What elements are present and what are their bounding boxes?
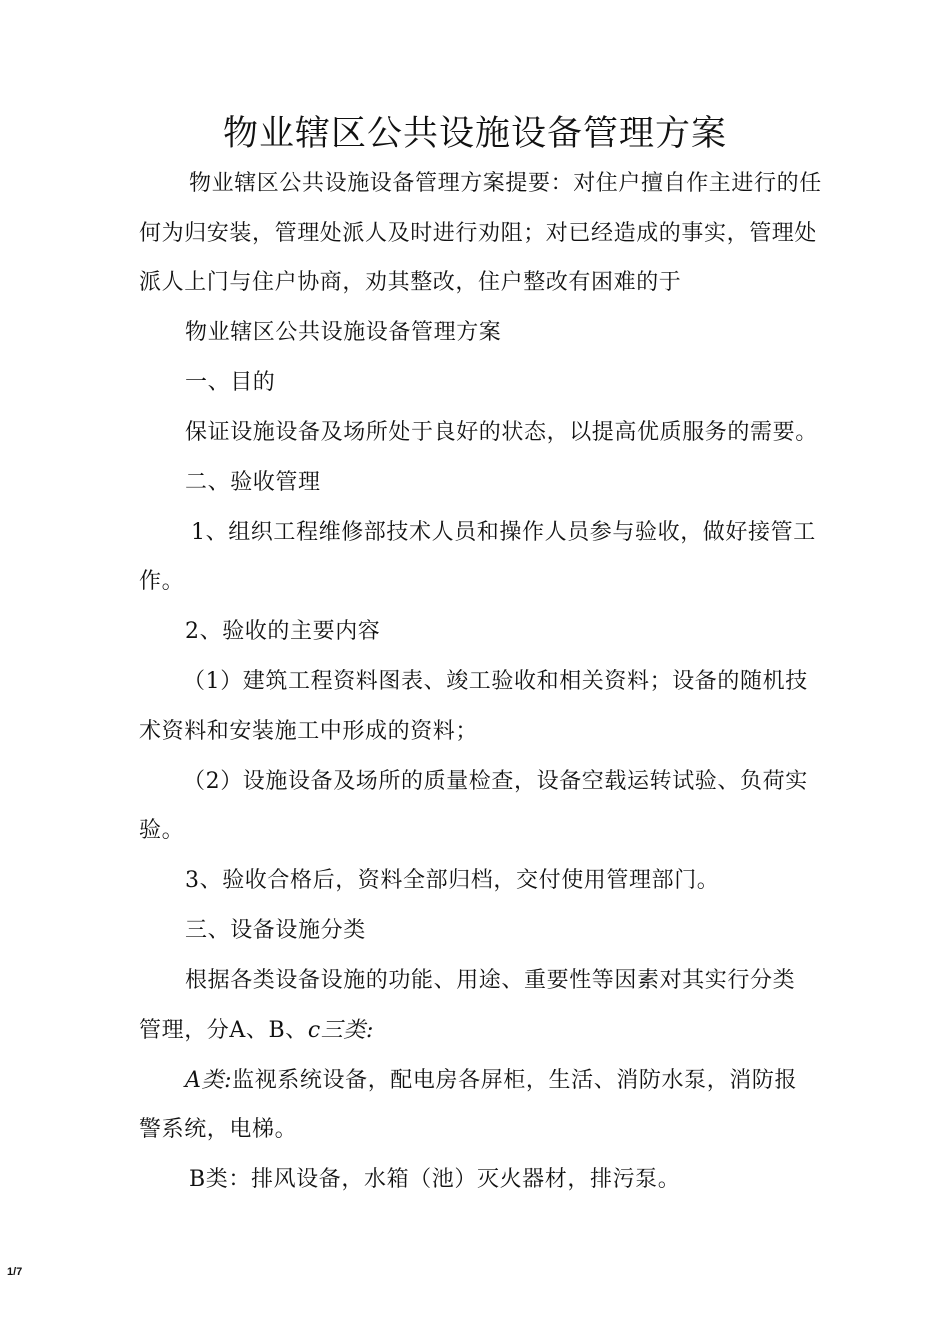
intro-line-2-text: 管理，分A、B、	[139, 1018, 308, 1043]
sub-item-1-line-2: 术资料和安装施工中形成的资料；	[139, 719, 479, 744]
sub-item-1-line-1: （1）建筑工程资料图表、竣工验收和相关资料；设备的随机技	[183, 669, 808, 694]
item-1-line-1: 1、组织工程维修部技术人员和操作人员参与验收，做好接管工	[191, 520, 816, 545]
section-heading: 物业辖区公共设施设备管理方案	[185, 320, 502, 345]
class-a-text: 监视系统设备，配电房各屏柜，生活、消防水泵，消防报	[232, 1068, 798, 1093]
section-3-title: 三、设备设施分类	[185, 918, 366, 943]
section-1-title: 一、目的	[185, 370, 276, 395]
item-2: 2、验收的主要内容	[185, 619, 381, 644]
class-a-label: A类:	[185, 1068, 233, 1093]
section-2-title: 二、验收管理	[185, 470, 321, 495]
intro-line-2-italic: c三类:	[307, 1018, 374, 1043]
section-1-text: 保证设施设备及场所处于良好的状态，以提高优质服务的需要。	[185, 420, 818, 445]
sub-item-2-line-1: （2）设施设备及场所的质量检查，设备空载运转试验、负荷实	[183, 769, 808, 794]
section-3-intro-line-2	[139, 1016, 374, 1046]
class-a-line-1	[185, 1066, 797, 1096]
summary-line-1: 物业辖区公共设施设备管理方案提要：对住户擅自作主进行的任	[189, 171, 822, 196]
document-title: 物业辖区公共设施设备管理方案	[222, 114, 727, 154]
item-3: 3、验收合格后，资料全部归档，交付使用管理部门。	[185, 868, 720, 893]
class-a-line-2: 警系统，电梯。	[139, 1117, 298, 1142]
section-3-intro-line-1: 根据各类设备设施的功能、用途、重要性等因素对其实行分类	[185, 968, 796, 993]
class-b-line: B类：排风设备，水箱（池）灭火器材，排污泵。	[189, 1167, 681, 1192]
summary-line-2: 何为归安装，管理处派人及时进行劝阻；对已经造成的事实，管理处	[139, 221, 818, 246]
page-number: 1/7	[7, 1266, 23, 1278]
sub-item-2-line-2: 验。	[139, 818, 185, 843]
item-1-line-2: 作。	[139, 569, 185, 594]
summary-line-3: 派人上门与住户协商，劝其整改，住户整改有困难的于	[139, 270, 682, 295]
